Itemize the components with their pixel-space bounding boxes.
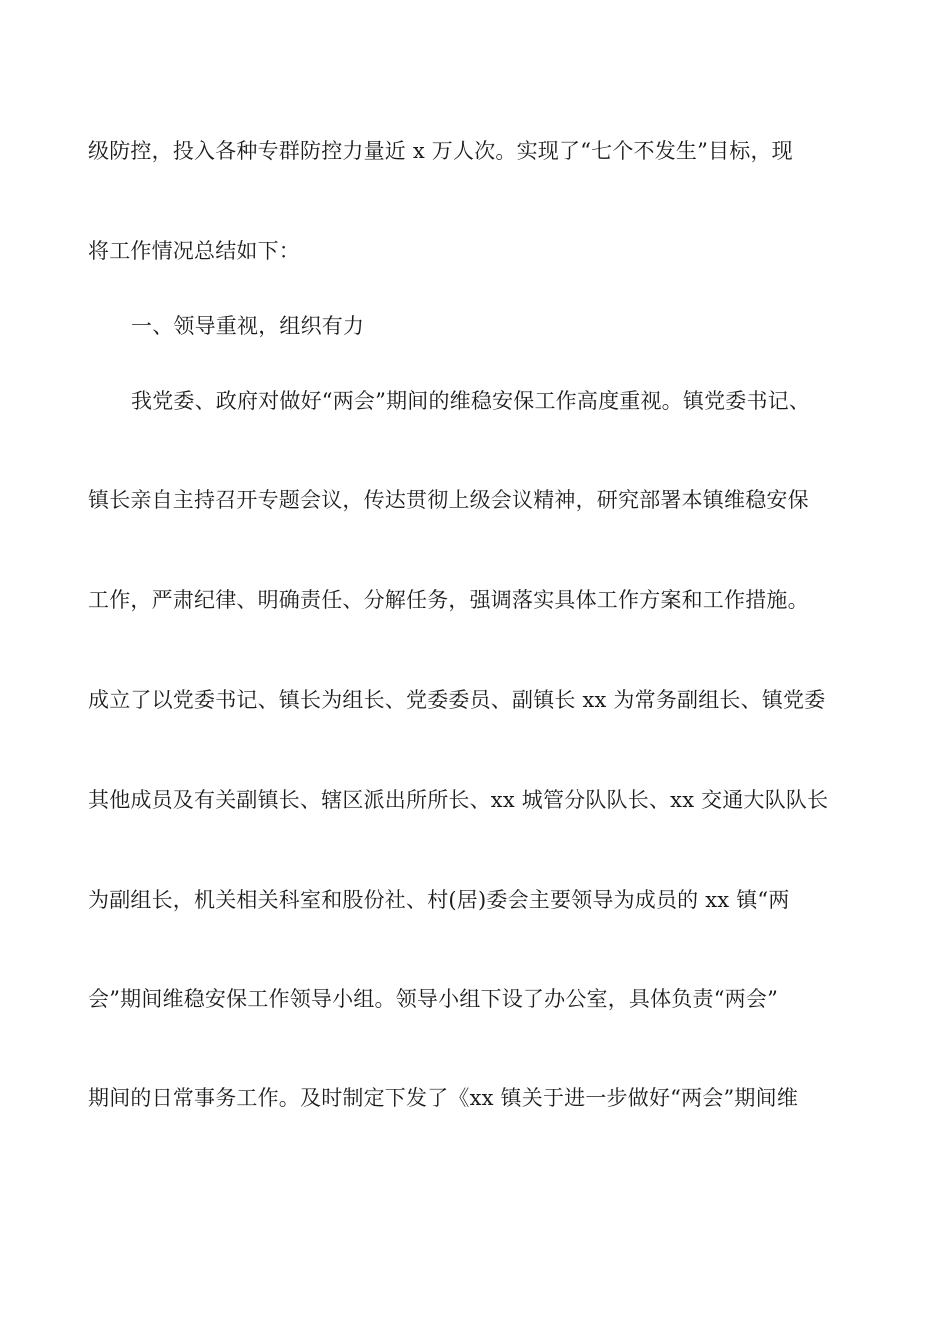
text-line: 其他成员及有关副镇长、辖区派出所所长、xx 城管分队队长、xx 交通大队队长 [88, 788, 829, 812]
text-line: 期间的日常事务工作。及时制定下发了《xx 镇关于进一步做好“两会”期间维 [88, 1086, 799, 1110]
text-line: 成立了以党委书记、镇长为组长、党委委员、副镇长 xx 为常务副组长、镇党委 [88, 688, 826, 712]
text-line: 工作，严肃纪律、明确责任、分解任务，强调落实具体工作方案和工作措施。 [88, 588, 809, 612]
text-line: 为副组长，机关相关科室和股份社、村(居)委会主要领导为成员的 xx 镇“两 [88, 888, 790, 912]
section-heading: 一、领导重视，组织有力 [131, 314, 365, 338]
text-line: 将工作情况总结如下： [88, 239, 300, 263]
paragraph-first-line: 我党委、政府对做好“两会”期间的维稳安保工作高度重视。镇党委书记、 [131, 389, 811, 413]
text-line: 会”期间维稳安保工作领导小组。领导小组下设了办公室，具体负责“两会” [88, 987, 779, 1011]
text-line: 级防控，投入各种专群防控力量近 x 万人次。实现了“七个不发生”目标，现 [88, 139, 793, 163]
text-line: 镇长亲自主持召开专题会议，传达贯彻上级会议精神，研究部署本镇维稳安保 [88, 488, 809, 512]
